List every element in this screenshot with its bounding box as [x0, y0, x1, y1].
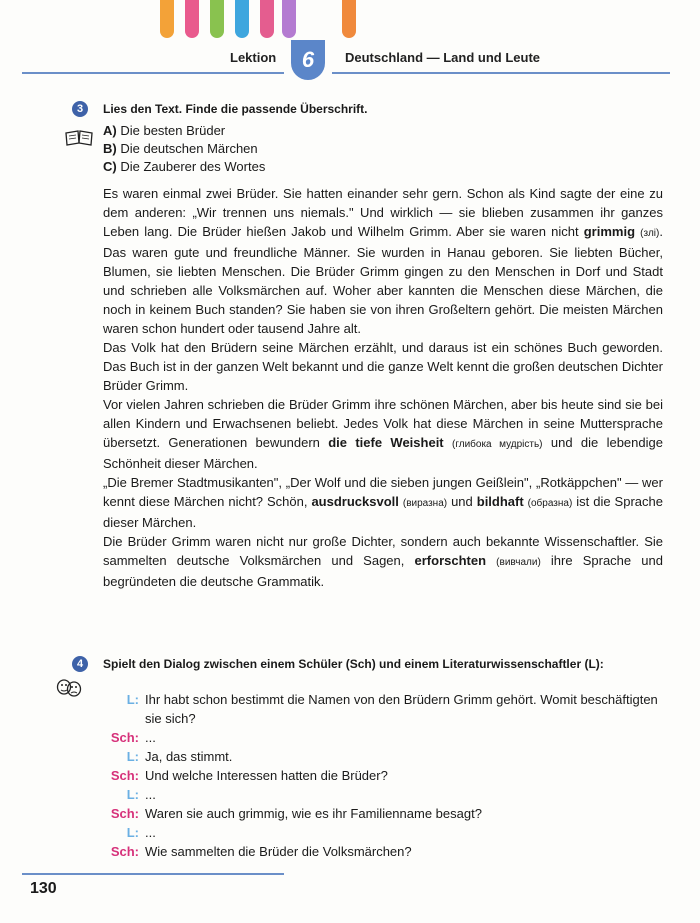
- header-rule: [332, 72, 670, 74]
- open-book-icon: [64, 127, 94, 147]
- paragraph: Das Volk hat den Brüdern seine Märchen erzählt, und daraus ist ein schönes Buch geworden. Das Buch ist in der ganzen Welt bekannt und die ganze Welt kennt die großen deutschen Dichter Brüder Grimm.: [103, 340, 663, 393]
- page-number: 130: [30, 880, 57, 897]
- dialog-line: L: ...: [126, 787, 156, 802]
- color-tab: [160, 0, 174, 38]
- color-tab: [235, 0, 249, 38]
- dialog-line: Sch: ...: [110, 730, 156, 745]
- option-c: C) Die Zauberer des Wortes: [103, 159, 266, 174]
- dialog-line: L: ...: [126, 825, 156, 840]
- paragraph: Die Brüder Grimm waren nicht nur große Dichter, sondern auch bekannte Wissenschaftler. Sie sammelten deutsche Volksmärchen und Sagen, erforschten (вивчали) ihre Sprache und begründeten die deutsche Grammatik.: [103, 534, 663, 589]
- exercise-number: 3: [72, 101, 88, 117]
- exercise-title: Spielt den Dialog zwischen einem Schüler (Sch) und einem Literaturwissenschaftler (L):: [103, 657, 604, 671]
- color-tab: [210, 0, 224, 38]
- option-a: A) Die besten Brüder: [103, 123, 226, 138]
- paragraph: Vor vielen Jahren schrieben die Brüder Grimm ihre schönen Märchen, aber bis heute sind sie bei allen Kindern und Erwachsenen beliebt. Jedes Volk hat diese Märchen in seine Muttersprache übersetzt. Generationen bewundern die tiefe Weisheit (глибока мудрість) und die lebendige Schönheit dieser Märchen.: [103, 397, 663, 471]
- footer-rule: [22, 873, 284, 875]
- dialog-line: Sch: Waren sie auch grimmig, wie es ihr Familienname besagt?: [110, 806, 482, 821]
- dialog-line: Sch: Und welche Interessen hatten die Brüder?: [110, 768, 388, 783]
- exercise-title: Lies den Text. Finde die passende Überschrift.: [103, 102, 368, 116]
- color-tab: [282, 0, 296, 38]
- color-tab: [342, 0, 356, 38]
- exercise-number: 4: [72, 656, 88, 672]
- header-lektion: Lektion: [230, 50, 277, 65]
- color-tab: [260, 0, 274, 38]
- reading-text: [103, 184, 663, 591]
- lesson-number-badge: 6: [291, 40, 325, 80]
- color-tab: [185, 0, 199, 38]
- dialog-line: L: Ja, das stimmt.: [126, 749, 233, 764]
- header-rule: [22, 72, 284, 74]
- paragraph: Es waren einmal zwei Brüder. Sie hatten einander sehr gern. Schon als Kind sagte der eine zu dem anderen: „Wir trennen uns niemals." Und wirklich — sie blieben zusammen ihr ganzes Leben lang. Die Brüder hießen Jakob und Wilhelm Grimm. Aber sie waren nicht grimmig (злі). Das waren gute und freundliche Männer. Sie wurden in Hanau geboren. Sie liebten Bücher, Blumen, sie liebten Menschen. Die Brüder Grimm gingen zu den Menschen in Dorf und Stadt und schrieben alle Volksmärchen auf. Woher aber kannten die Menschen diese Märchen, die noch in keinem Buch standen? Sie haben sie von ihren Großeltern gehört. Die meisten Märchen waren schon hundert oder tausend Jahre alt.: [103, 186, 663, 336]
- dialog-line: L: Ihr habt schon bestimmt die Namen von den Brüdern Grimm gehört. Womit beschäftigten sie sich?: [126, 692, 658, 726]
- paragraph: „Die Bremer Stadtmusikanten", „Der Wolf und die sieben jungen Geißlein", „Rotkäppchen" — wer kennt diese Märchen nicht? Schön, ausdrucksvoll (виразна) und bildhaft (образна) ist die Sprache dieser Märchen.: [103, 475, 663, 530]
- answer-options: [103, 122, 265, 176]
- header-chapter-title: Deutschland — Land und Leute: [345, 50, 541, 65]
- option-b: B) Die deutschen Märchen: [103, 141, 258, 156]
- dialog: [60, 690, 660, 861]
- dialog-line: Sch: Wie sammelten die Brüder die Volksmärchen?: [110, 844, 412, 859]
